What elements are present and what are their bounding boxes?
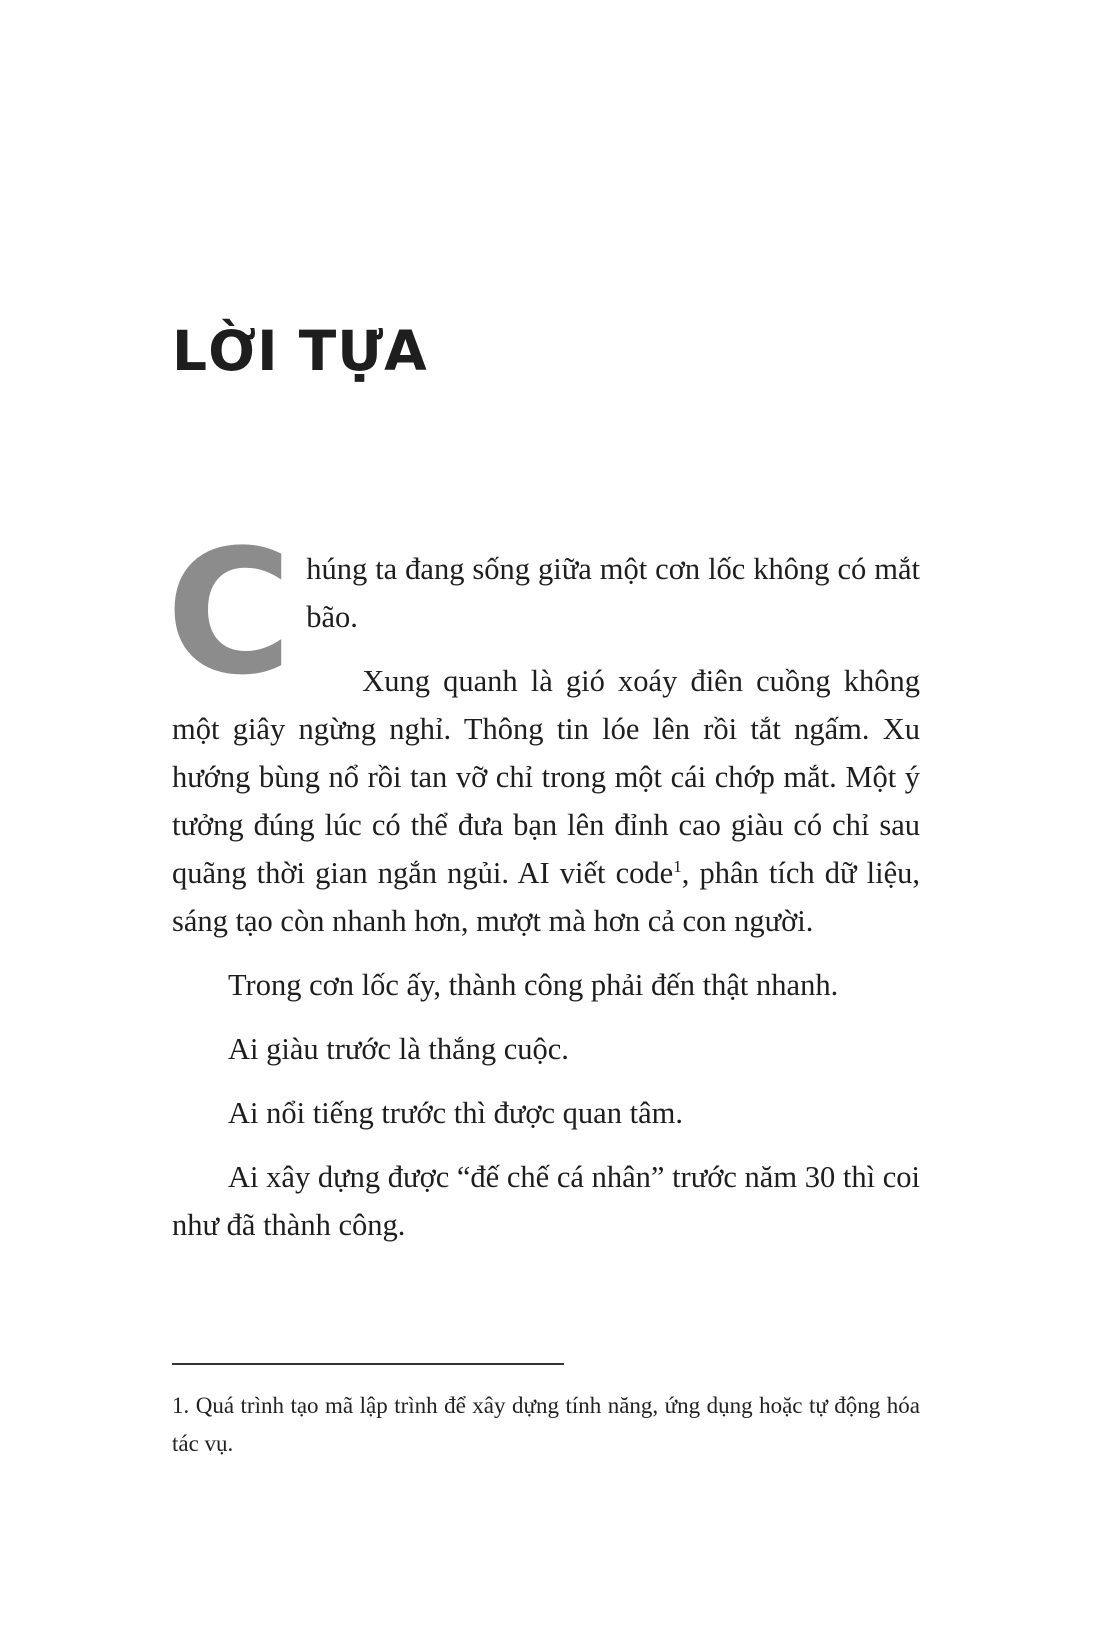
body-text — [166, 512, 920, 1265]
paragraph-4: Ai giàu trước là thắng cuộc. — [228, 1032, 569, 1066]
drop-cap-letter: C — [166, 512, 293, 713]
paragraph-5: Ai nổi tiếng trước thì được quan tâm. — [228, 1096, 683, 1130]
footnote-divider — [172, 1363, 564, 1365]
footnote-reference[interactable]: 1 — [673, 856, 682, 876]
chapter-title: LỜI TỰA — [172, 319, 428, 383]
opening-paragraph-text: húng ta đang sống giữa một cơn lốc không có mắt bão. — [306, 552, 920, 634]
paragraph-2-text: Xung quanh là gió xoáy điên cuồng không một giây ngừng nghỉ. Thông tin lóe lên rồi tắt ngấm. Xu hướng bùng nổ rồi tan vỡ chỉ trong một cái chớp mắt. Một ý tưởng đúng lúc có thể đưa bạn lên đỉnh cao giàu có chỉ sau quãng thời gian ngắn ngủi. AI viết code — [172, 664, 920, 890]
opening-paragraph — [166, 512, 920, 713]
paragraph-2-text-continued: , phân tích dữ liệu, sáng tạo còn nhanh hơn, mượt mà hơn cả con người. — [172, 856, 920, 938]
footnote-text: 1. Quá trình tạo mã lập trình để xây dựng tính năng, ứng dụng hoặc tự động hóa tác vụ. — [172, 1393, 920, 1456]
paragraph-3: Trong cơn lốc ấy, thành công phải đến thật nhanh. — [228, 968, 839, 1002]
paragraph-6: Ai xây dựng được “đế chế cá nhân” trước năm 30 thì coi như đã thành công. — [172, 1160, 920, 1242]
